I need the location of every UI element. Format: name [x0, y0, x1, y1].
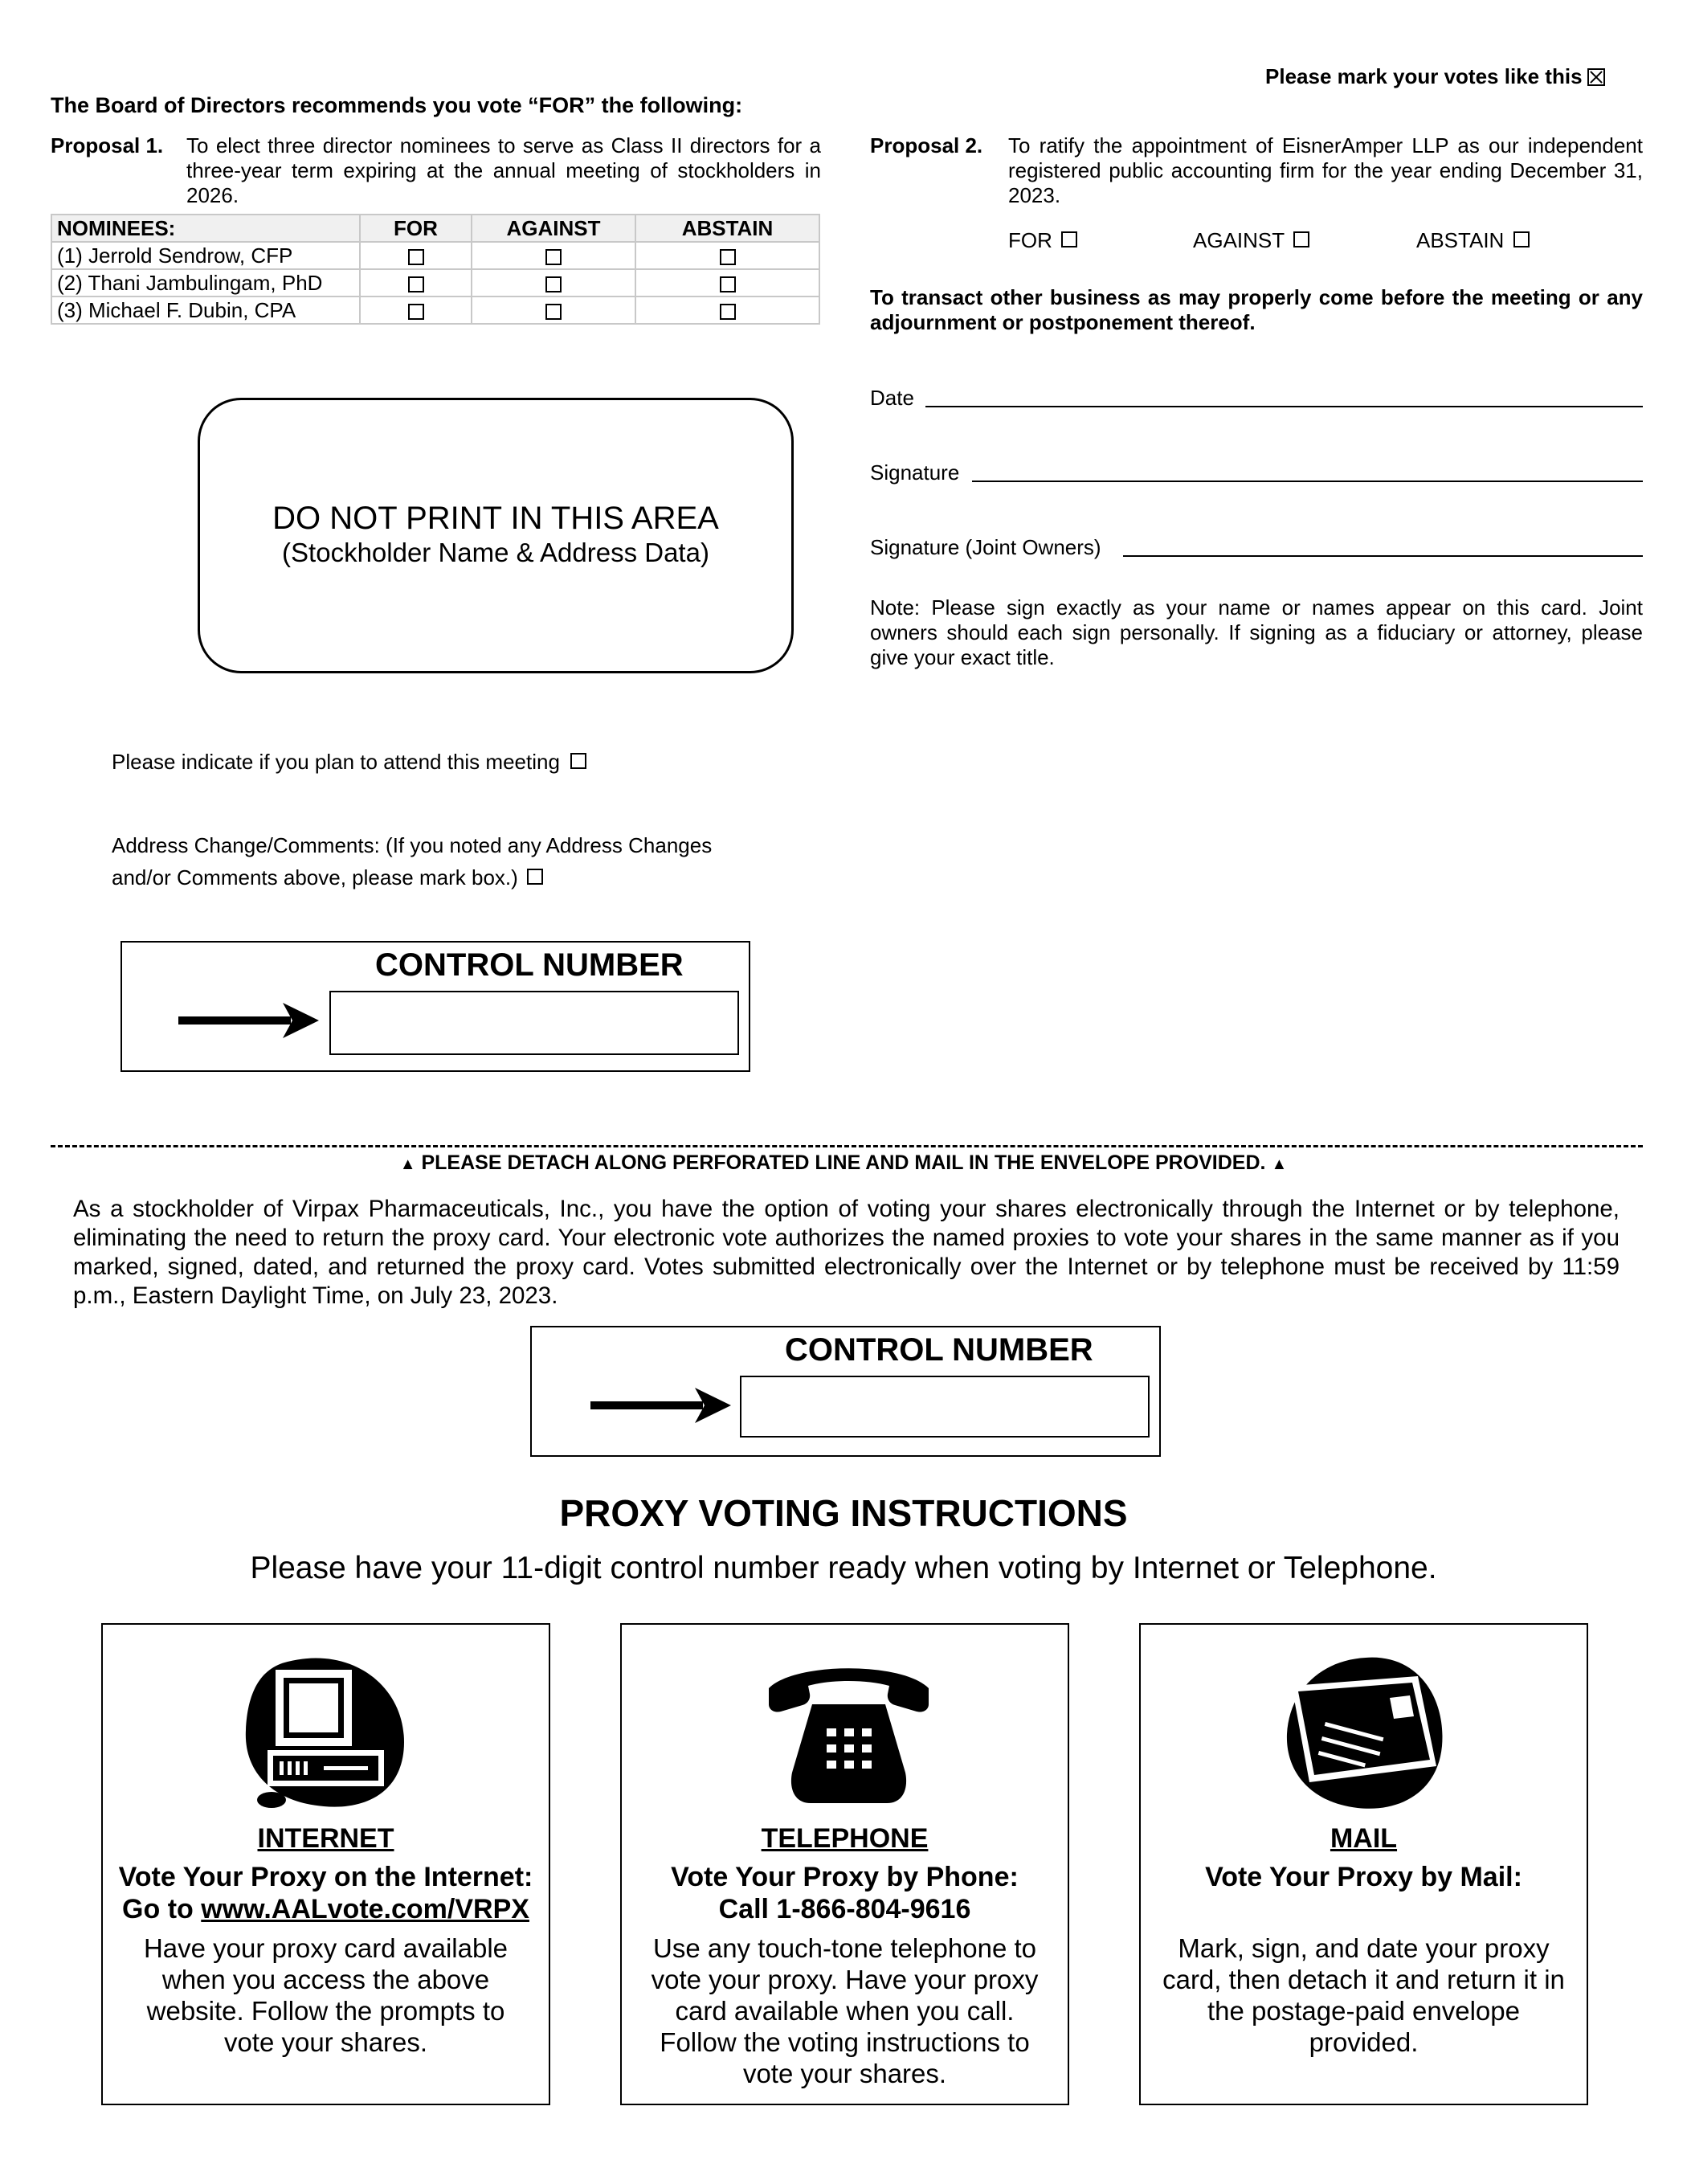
internet-heading: INTERNET	[257, 1823, 394, 1854]
nominees-table	[51, 214, 820, 325]
internet-line-1: Vote Your Proxy on the Internet:	[118, 1862, 533, 1892]
other-business: To transact other business as may properly come before the meeting or any adjournment or postponement thereof.	[870, 285, 1643, 334]
vote-for-checkbox[interactable]	[408, 304, 424, 320]
address-change-line-2: and/or Comments above, please mark box.)	[112, 865, 518, 890]
address-change	[112, 829, 712, 894]
telephone-number: Call 1-866-804-9616	[718, 1894, 971, 1924]
control-number-field-lower[interactable]	[740, 1376, 1150, 1438]
up-triangle-icon: ▲	[1271, 1155, 1288, 1173]
table-row	[51, 297, 819, 324]
detach-instruction	[0, 1151, 1687, 1175]
telephone-body: Use any touch-tone telephone to vote your proxy. Have your proxy card available when you call. Follow the voting instructions to vote your shares.	[651, 1933, 1039, 2088]
abstain-label: ABSTAIN	[1416, 228, 1505, 252]
board-recommendation: The Board of Directors recommends you vote “FOR” the following:	[51, 93, 743, 117]
mail-body: Mark, sign, and date your proxy card, then detach it and return it in the postage-paid envelope provided.	[1162, 1933, 1565, 2057]
joint-signature-line[interactable]	[1123, 555, 1643, 557]
internet-body: Have your proxy card available when you access the above website. Follow the prompts to vote your shares.	[143, 1933, 509, 2057]
proposal-1-label: Proposal 1.	[51, 133, 164, 157]
marking-instruction-text: Please mark your votes like this	[1265, 64, 1583, 88]
proposal-2-abstain	[1416, 228, 1530, 253]
vote-for-checkbox[interactable]	[408, 276, 424, 292]
telephone-line-1: Vote Your Proxy by Phone:	[671, 1862, 1019, 1892]
nominee-name: (1) Jerrold Sendrow, CFP	[51, 242, 360, 269]
mail-voting-panel	[1139, 1623, 1588, 2105]
x-checkbox-icon	[1587, 68, 1605, 86]
nominee-name: (3) Michael F. Dubin, CPA	[51, 297, 360, 324]
signature-line[interactable]	[972, 481, 1643, 482]
arrow-right-icon	[178, 1000, 323, 1041]
vote-against-checkbox[interactable]	[545, 304, 562, 320]
control-number-field[interactable]	[329, 991, 739, 1055]
nominee-name: (2) Thani Jambulingam, PhD	[51, 269, 360, 297]
telephone-instruction	[622, 1861, 1068, 1925]
mail-line-1: Vote Your Proxy by Mail:	[1205, 1862, 1522, 1892]
vote-for-checkbox[interactable]	[408, 249, 424, 265]
address-data-caption: (Stockholder Name & Address Data)	[282, 538, 709, 567]
abstain-header: ABSTAIN	[635, 215, 819, 242]
proposal-2-against	[1193, 228, 1309, 253]
vote-against-checkbox[interactable]	[545, 249, 562, 265]
mail-instruction	[1141, 1861, 1587, 1893]
internet-url-link[interactable]: www.AALvote.com/VRPX	[201, 1894, 529, 1924]
telephone-icon	[762, 1660, 935, 1809]
vote-abstain-checkbox[interactable]	[720, 304, 736, 320]
vote-abstain-checkbox[interactable]	[720, 276, 736, 292]
proposal-2-label: Proposal 2.	[870, 133, 983, 157]
address-change-checkbox[interactable]	[527, 869, 543, 885]
table-row	[51, 269, 819, 297]
detach-text: PLEASE DETACH ALONG PERFORATED LINE AND MAIL IN THE ENVELOPE PROVIDED.	[421, 1151, 1266, 1174]
internet-goto: Go to	[122, 1894, 202, 1924]
control-number-title: CONTROL NUMBER	[785, 1332, 1093, 1368]
for-label: FOR	[1008, 228, 1052, 252]
vote-against-checkbox[interactable]	[545, 276, 562, 292]
internet-voting-panel	[101, 1623, 550, 2105]
table-row	[51, 242, 819, 269]
address-data-area	[198, 398, 794, 673]
do-not-print-title: DO NOT PRINT IN THIS AREA	[272, 501, 719, 536]
mail-heading: MAIL	[1330, 1823, 1398, 1854]
against-header: AGAINST	[472, 215, 635, 242]
proposal-2-text: To ratify the appointment of EisnerAmper LLP as our independent registered public accounting firm for the year ending December 31, 2023.	[1008, 133, 1643, 207]
joint-signature-label: Signature (Joint Owners)	[870, 535, 1101, 559]
proxy-voting-title: PROXY VOTING INSTRUCTIONS	[559, 1492, 1128, 1534]
attend-meeting	[112, 750, 586, 775]
control-number-title: CONTROL NUMBER	[375, 947, 684, 983]
up-triangle-icon: ▲	[399, 1155, 416, 1173]
control-number-box-lower	[530, 1326, 1161, 1457]
computer-icon	[239, 1654, 412, 1814]
proposal-2-for	[1008, 228, 1077, 253]
proposal-2-for-checkbox[interactable]	[1061, 231, 1077, 247]
perforated-line	[51, 1145, 1643, 1147]
vote-abstain-checkbox[interactable]	[720, 249, 736, 265]
signature-note: Note: Please sign exactly as your name or names appear on this card. Joint owners should each sign personally. If signing as a fiduciary or attorney, please give your exact title.	[870, 595, 1643, 669]
arrow-right-icon	[590, 1385, 735, 1425]
attend-meeting-checkbox[interactable]	[570, 753, 586, 769]
proposal-2-abstain-checkbox[interactable]	[1513, 231, 1530, 247]
attend-meeting-text: Please indicate if you plan to attend this meeting	[112, 750, 560, 774]
signature-label: Signature	[870, 460, 960, 485]
telephone-voting-panel	[620, 1623, 1069, 2105]
proposal-1-text: To elect three director nominees to serve as Class II directors for a three-year term expiring at the annual meeting of stockholders in 2026.	[186, 133, 821, 207]
nominees-header: NOMINEES:	[51, 215, 360, 242]
electronic-voting-info: As a stockholder of Virpax Pharmaceuticals, Inc., you have the option of voting your shares electronically through the Internet or by telephone, eliminating the need to return the proxy card. Your electronic vote authorizes the named proxies to vote your shares in the same manner as if you marked, signed, dated, and returned the proxy card. Votes submitted electronically over the Internet or by telephone must be received by 11:59 p.m., Eastern Daylight Time, on July 23, 2023.	[73, 1196, 1620, 1309]
proxy-voting-subtitle: Please have your 11-digit control number ready when voting by Internet or Telephone.	[250, 1551, 1437, 1585]
against-label: AGAINST	[1193, 228, 1285, 252]
proposal-2-against-checkbox[interactable]	[1293, 231, 1309, 247]
internet-instruction	[103, 1861, 549, 1925]
envelope-icon	[1277, 1654, 1450, 1814]
date-label: Date	[870, 386, 914, 410]
date-line[interactable]	[925, 406, 1643, 407]
telephone-heading: TELEPHONE	[761, 1823, 929, 1854]
marking-instruction	[1265, 64, 1605, 89]
control-number-box	[120, 941, 750, 1072]
address-change-line-1: Address Change/Comments: (If you noted any Address Changes	[112, 833, 713, 857]
for-header: FOR	[360, 215, 472, 242]
